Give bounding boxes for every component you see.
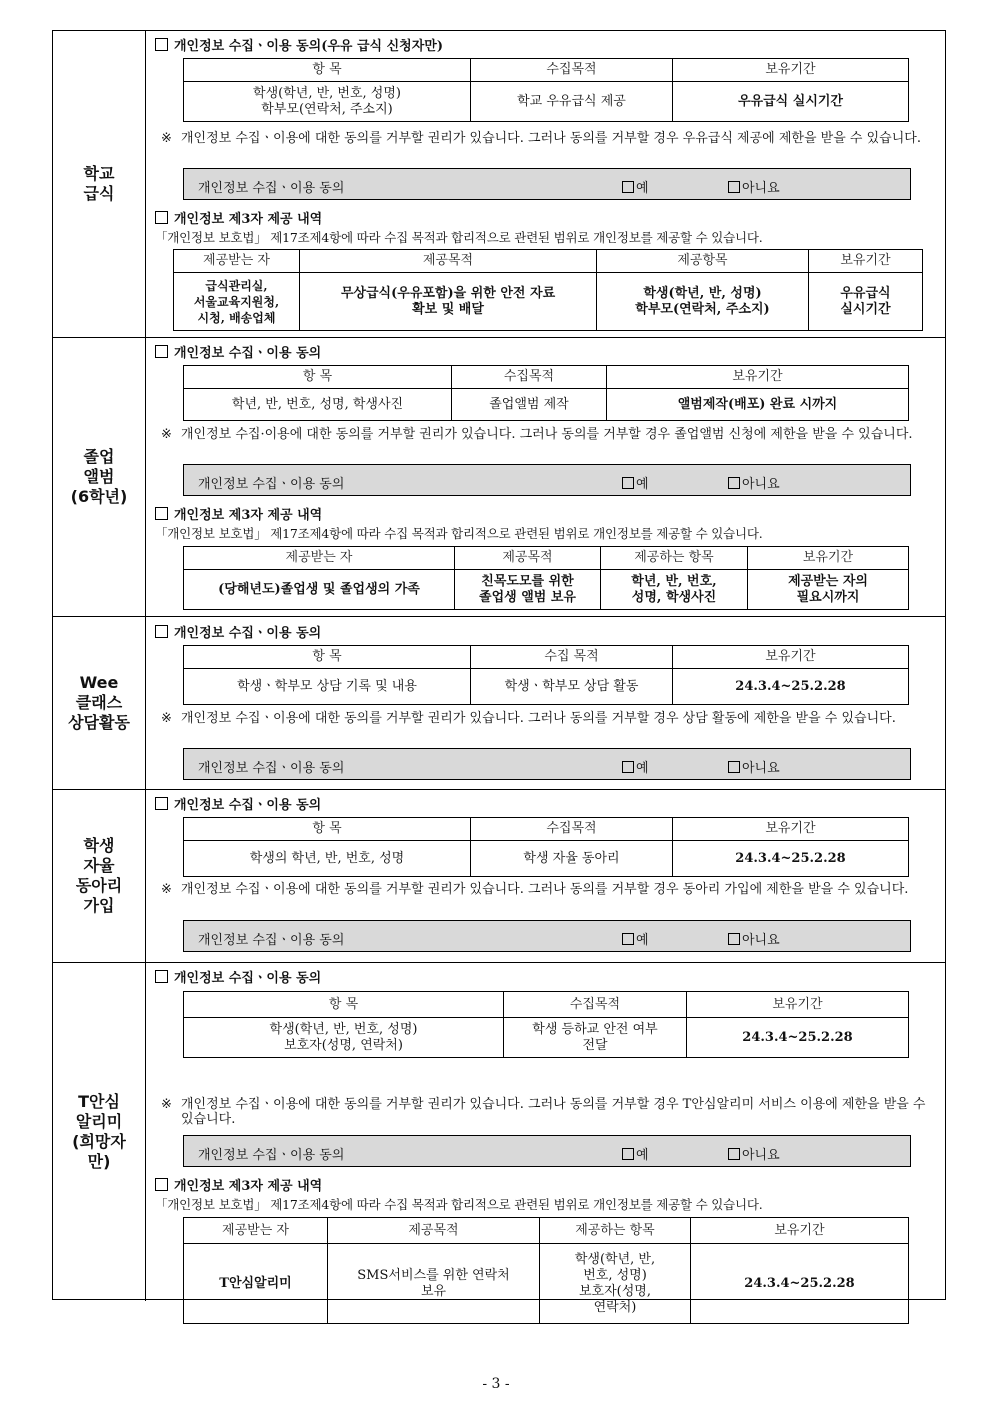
consent-title-text: 개인정보 수집ㆍ이용 동의(우유 급식 신청자만) [174,39,444,54]
header-cell: 보유기간 [673,646,909,669]
consent-bar-label: 개인정보 수집ㆍ이용 동의 [198,181,345,196]
header-cell: 제공항목 [597,250,809,273]
header-cell: 제공목적 [300,250,597,273]
collection-table [183,365,909,421]
header-cell: 항 목 [184,992,504,1018]
header-cell: 제공받는 자 [174,250,300,273]
header-cell: 수집목적 [452,366,607,389]
table-cell: 급식관리실, 서울교육지원청, 시청, 배송업체 [174,273,300,331]
yes-option[interactable] [622,929,649,948]
table-cell: 우유급식 실시기간 [673,82,909,122]
law-text: 「개인정보 보호법」 제17조제4항에 따라 수집 목적과 합리적으로 관련된 범위로 개인정보를 제공할 수 있습니다. [155,1197,763,1212]
table-cell: SMS서비스를 위한 연락처 보유 [328,1244,540,1324]
section-label [53,338,146,616]
yes-label: 예 [636,933,649,948]
consent-form-frame [52,30,946,1315]
table-cell: 앨범제작(배포) 완료 시까지 [607,389,909,421]
table-row [184,1244,909,1324]
checkbox-icon [155,211,168,224]
refusal-notice-text: 개인정보 수집ㆍ이용에 대한 동의를 거부할 권리가 있습니다. 그러나 동의를 거부할 경우 T안심알리미 서비스 이용에 제한을 받을 수 있습니다. [181,1097,926,1127]
table-cell: 학생(학년, 반, 성명) 학부모(연락처, 주소지) [597,273,809,331]
consent-title [155,35,443,54]
table-row [184,570,909,610]
law-text: 「개인정보 보호법」 제17조제4항에 따라 수집 목적과 합리적으로 관련된 범위로 개인정보를 제공할 수 있습니다. [155,230,763,245]
header-cell: 제공목적 [455,547,601,570]
header-cell: 보유기간 [809,250,923,273]
table-row [184,82,909,122]
header-cell: 보유기간 [748,547,909,570]
consent-title [155,342,321,361]
table-row [184,841,909,877]
table-cell: 학생ㆍ학부모 상담 활동 [471,669,673,705]
table-header-row [184,59,909,82]
consent-bar [183,168,911,200]
checkbox-icon [155,507,168,520]
checkbox-icon [155,1178,168,1191]
table-header-row [184,1218,909,1244]
section-school-meal [53,31,945,338]
header-cell: 보유기간 [607,366,909,389]
refusal-notice-text: 개인정보 수집ㆍ이용에 대한 동의를 거부할 권리가 있습니다. 그러나 동의를 거부할 경우 상담 활동에 제한을 받을 수 있습니다. [181,711,896,726]
consent-bar [183,464,911,496]
header-cell: 수집 목적 [471,646,673,669]
table-header-row [184,818,909,841]
page-number: - 3 - [482,1376,510,1392]
third-party-title-text: 개인정보 제3자 제공 내역 [174,508,323,523]
checkbox-icon [155,38,168,51]
consent-bar [183,748,911,780]
table-header-row [184,992,909,1018]
section-label-text: Wee 클래스 상담활동 [68,673,130,732]
yes-option[interactable] [622,473,649,492]
table-header-row [184,366,909,389]
table-cell: 24.3.4~25.2.28 [673,841,909,877]
refusal-notice-text: 개인정보 수집ㆍ이용에 대한 동의를 거부할 권리가 있습니다. 그러나 동의를 거부할 경우 동아리 가입에 제한을 받을 수 있습니다. [181,882,909,897]
yes-checkbox[interactable] [622,477,634,489]
collection-table [183,817,909,877]
consent-bar-label: 개인정보 수집ㆍ이용 동의 [198,1148,345,1163]
yes-checkbox[interactable] [622,761,634,773]
third-party-title [155,504,322,523]
table-cell: 학년, 반, 번호, 성명, 학생사진 [184,389,452,421]
table-cell: 학생의 학년, 반, 번호, 성명 [184,841,471,877]
no-label: 아니요 [742,761,780,776]
yes-label: 예 [636,1148,649,1163]
third-party-table [183,546,909,610]
yes-option[interactable] [622,1144,649,1163]
table-cell: T안심알리미 [184,1244,328,1324]
refusal-notice: ※ 개인정보 수집ㆍ이용에 대한 동의를 거부할 권리가 있습니다. 그러나 동의를 거부할 경우 동아리 가입에 제한을 받을 수 있습니다. [161,882,937,897]
header-cell: 수집목적 [471,59,673,82]
table-cell: 학생(학년, 반, 번호, 성명) 보호자(성명, 연락처) [540,1244,691,1324]
section-label [53,617,146,789]
yes-option[interactable] [622,177,649,196]
no-checkbox[interactable] [728,761,740,773]
refusal-notice: ※ 개인정보 수집ㆍ이용에 대한 동의를 거부할 권리가 있습니다. 그러나 동의를 거부할 경우 T안심알리미 서비스 이용에 제한을 받을 수 있습니다. [161,1097,937,1127]
no-option[interactable] [728,177,780,196]
header-cell: 제공받는 자 [184,1218,328,1244]
table-cell: 24.3.4~25.2.28 [673,669,909,705]
consent-title [155,967,321,986]
collection-table [183,991,909,1058]
header-cell: 보유기간 [673,818,909,841]
table-header-row [174,250,923,273]
third-party-title-text: 개인정보 제3자 제공 내역 [174,212,323,227]
section-label [53,790,146,962]
header-cell: 항 목 [184,646,471,669]
header-cell: 제공하는 항목 [601,547,748,570]
refusal-notice: ※ 개인정보 수집ㆍ이용에 대한 동의를 거부할 권리가 있습니다. 그러나 동의를 거부할 경우 상담 활동에 제한을 받을 수 있습니다. [161,711,937,726]
consent-title-text: 개인정보 수집ㆍ이용 동의 [174,971,322,986]
no-label: 아니요 [742,181,780,196]
consent-title-text: 개인정보 수집ㆍ이용 동의 [174,346,322,361]
table-cell: 무상급식(우유포함)을 위한 안전 자료 확보 및 배달 [300,273,597,331]
table-cell: 학생(학년, 반, 번호, 성명) 보호자(성명, 연락처) [184,1018,504,1058]
consent-bar [183,1135,911,1167]
table-cell: 학생(학년, 반, 번호, 성명) 학부모(연락처, 주소지) [184,82,471,122]
yes-label: 예 [636,181,649,196]
section-label [53,31,146,337]
table-cell: 학교 우유급식 제공 [471,82,673,122]
consent-bar [183,920,911,952]
consent-title [155,622,321,641]
section-t-safety-alert [53,963,945,1315]
no-checkbox[interactable] [728,477,740,489]
header-cell: 수집목적 [471,818,673,841]
table-row [184,669,909,705]
no-checkbox[interactable] [728,1148,740,1160]
consent-title [155,794,321,813]
header-cell: 수집목적 [504,992,687,1018]
header-cell: 제공목적 [328,1218,540,1244]
table-cell: 24.3.4~25.2.28 [687,1018,909,1058]
consent-title-text: 개인정보 수집ㆍ이용 동의 [174,626,322,641]
section-label-text: 학생 자율 동아리 가입 [75,836,123,915]
no-label: 아니요 [742,477,780,492]
checkbox-icon [155,625,168,638]
table-cell: 친목도모를 위한 졸업생 앨범 보유 [455,570,601,610]
section-label-text: 학교 급식 [83,164,115,203]
table-cell: 제공받는 자의 필요시까지 [748,570,909,610]
checkbox-icon [155,797,168,810]
header-cell: 보유기간 [687,992,909,1018]
table-row [184,1018,909,1058]
header-cell: 항 목 [184,818,471,841]
third-party-title-text: 개인정보 제3자 제공 내역 [174,1179,323,1194]
table-cell: (당해년도)졸업생 및 졸업생의 가족 [184,570,455,610]
section-label-text: T안심 알리미 (희망자 만) [72,1092,126,1171]
table-cell: 학생 등하교 안전 여부 전달 [504,1018,687,1058]
no-option[interactable] [728,757,780,776]
no-checkbox[interactable] [728,181,740,193]
table-cell: 졸업앨범 제작 [452,389,607,421]
table-cell: 학생ㆍ학부모 상담 기록 및 내용 [184,669,471,705]
table-row [184,389,909,421]
table-cell: 우유급식 실시기간 [809,273,923,331]
refusal-notice: ※ 개인정보 수집ㆍ이용에 대한 동의를 거부할 권리가 있습니다. 그러나 동의를 거부할 경우 우유급식 제공에 제한을 받을 수 있습니다. [161,131,937,146]
no-option[interactable] [728,929,780,948]
third-party-title [155,208,322,227]
header-cell: 보유기간 [673,59,909,82]
section-graduation-album [53,338,945,617]
collection-table [183,58,909,122]
yes-checkbox[interactable] [622,181,634,193]
table-cell: 24.3.4~25.2.28 [691,1244,909,1324]
third-party-table [183,1217,909,1324]
third-party-title [155,1175,322,1194]
yes-label: 예 [636,761,649,776]
table-header-row [184,646,909,669]
checkbox-icon [155,970,168,983]
consent-bar-label: 개인정보 수집ㆍ이용 동의 [198,761,345,776]
yes-checkbox[interactable] [622,1148,634,1160]
yes-checkbox[interactable] [622,933,634,945]
law-text: 「개인정보 보호법」 제17조제4항에 따라 수집 목적과 합리적으로 관련된 범위로 개인정보를 제공할 수 있습니다. [155,526,763,541]
section-label [53,963,146,1301]
no-checkbox[interactable] [728,933,740,945]
no-option[interactable] [728,1144,780,1163]
section-student-club [53,790,945,963]
section-label-text: 졸업 앨범 (6학년) [70,447,128,506]
refusal-notice-text: 개인정보 수집ㆍ이용에 대한 동의를 거부할 권리가 있습니다. 그러나 동의를 거부할 경우 우유급식 제공에 제한을 받을 수 있습니다. [181,131,921,146]
header-cell: 항 목 [184,59,471,82]
consent-bar-label: 개인정보 수집ㆍ이용 동의 [198,933,345,948]
no-label: 아니요 [742,933,780,948]
third-party-table [173,249,923,331]
collection-table [183,645,909,705]
header-cell: 제공받는 자 [184,547,455,570]
header-cell: 제공하는 항목 [540,1218,691,1244]
table-cell: 학년, 반, 번호, 성명, 학생사진 [601,570,748,610]
no-option[interactable] [728,473,780,492]
refusal-notice-text: 개인정보 수집·이용에 대한 동의를 거부할 권리가 있습니다. 그러나 동의를 거부할 경우 졸업앨범 신청에 제한을 받을 수 있습니다. [181,427,913,442]
no-label: 아니요 [742,1148,780,1163]
consent-bar-label: 개인정보 수집ㆍ이용 동의 [198,477,345,492]
section-wee-class [53,617,945,790]
yes-option[interactable] [622,757,649,776]
header-cell: 항 목 [184,366,452,389]
table-cell: 학생 자율 동아리 [471,841,673,877]
refusal-notice: ※ 개인정보 수집·이용에 대한 동의를 거부할 권리가 있습니다. 그러나 동의를 거부할 경우 졸업앨범 신청에 제한을 받을 수 있습니다. [161,427,937,442]
table-header-row [184,547,909,570]
table-row [174,273,923,331]
checkbox-icon [155,345,168,358]
yes-label: 예 [636,477,649,492]
consent-title-text: 개인정보 수집ㆍ이용 동의 [174,798,322,813]
header-cell: 보유기간 [691,1218,909,1244]
